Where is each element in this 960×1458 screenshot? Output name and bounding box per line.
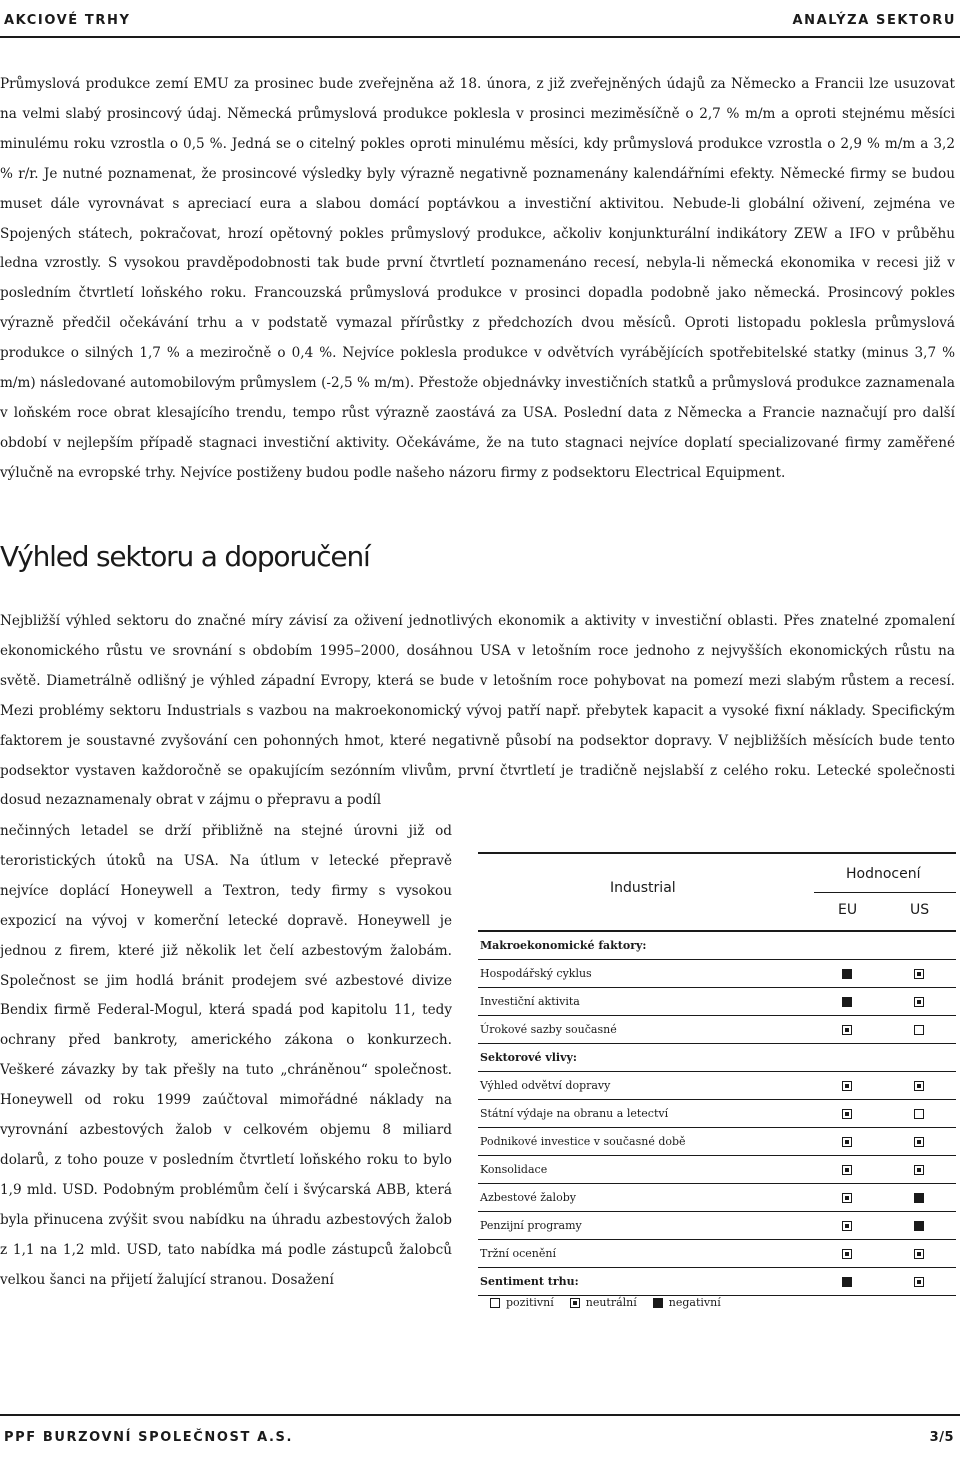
rating-row-label: Hospodářský cyklus [480,967,592,980]
neutral-square-icon [914,997,924,1007]
rating-row [478,960,956,988]
legend-neutral-label: neutrální [585,1296,637,1309]
neutral-square-icon [914,1081,924,1091]
page-header [0,0,960,38]
neutral-square-icon [842,1109,852,1119]
rating-row-label: Investiční aktivita [480,995,580,1008]
rating-us-cell [914,1079,924,1092]
rating-us-cell [914,1107,924,1120]
rating-us-cell [914,1135,924,1148]
company-name: PPF BURZOVNÍ SPOLEČNOST A.S. [4,1430,294,1445]
negative-square-icon [914,1221,924,1231]
rating-row [478,1072,956,1100]
rating-row [478,1016,956,1044]
rating-row-label: Výhled odvětví dopravy [480,1079,611,1092]
rating-us-cell [914,967,924,980]
legend-neutral [570,1296,637,1309]
rating-row [478,932,956,960]
rating-row-label: Makroekonomické faktory: [480,939,647,952]
legend-negative-label: negativní [668,1296,721,1309]
neutral-square-icon [914,969,924,979]
negative-square-icon [653,1298,663,1308]
rating-row-label: Konsolidace [480,1163,548,1176]
legend-negative [653,1296,721,1309]
rating-row [478,1128,956,1156]
neutral-square-icon [914,1249,924,1259]
rating-row-label: Tržní ocenění [480,1247,556,1260]
header-divider [814,892,956,893]
rating-us-cell [914,1247,924,1260]
rating-row [478,1184,956,1212]
negative-square-icon [842,1277,852,1287]
rating-rows [478,932,956,1296]
rating-eu-cell [842,1135,852,1148]
rating-row-label: Státní výdaje na obranu a letectví [480,1107,669,1120]
rating-row-label: Podnikové investice v současné době [480,1135,686,1148]
neutral-square-icon [842,1137,852,1147]
neutral-square-icon [842,1081,852,1091]
section-label: AKCIOVÉ TRHY [4,13,131,28]
neutral-square-icon [842,1165,852,1175]
rating-eu-cell [842,1219,852,1232]
rating-us-cell [914,1219,924,1232]
rating-eu-cell [842,967,852,980]
rating-eu-cell [842,995,852,1008]
neutral-square-icon [914,1165,924,1175]
page-number: 3/5 [929,1430,954,1445]
neutral-square-icon [842,1221,852,1231]
positive-square-icon [914,1109,924,1119]
negative-square-icon [842,969,852,979]
rating-legend [490,1296,731,1309]
rating-row-label: Sektorové vlivy: [480,1051,577,1064]
rating-row [478,988,956,1016]
neutral-square-icon [570,1298,580,1308]
neutral-square-icon [842,1193,852,1203]
negative-square-icon [842,997,852,1007]
rating-row [478,1100,956,1128]
rating-us-cell [914,1275,924,1288]
rating-row-label: Azbestové žaloby [480,1191,576,1204]
section-heading: Výhled sektoru a doporučení [0,540,370,573]
neutral-square-icon [914,1137,924,1147]
rating-us-cell [914,1163,924,1176]
rating-row [478,1240,956,1268]
paragraph-industrial-production: Průmyslová produkce zemí EMU za prosinec bude zveřejněna až 18. února, z již zveřejněných údajů za Německo a Francii lze usuzovat na velmi slabý prosincový údaj. Německá průmyslová produkce poklesla v prosinci meziměsíčně o 2,7 % m/m a oproti stejnému měsíci minulému roku vzrostla o 0,5 %. Jedná se o citelný pokles oproti minulému měsíci, kdy průmyslová produkce vzrostla o 2,9 % m/m a 3,2 % r/r. Je nutné poznamenat, že prosincové výsledky byly výrazně negativně poznamenány kalendářními efekty. Německé firmy se budou muset dále vyrovnávat s apreciací eura a slabou domácí poptávkou a investiční aktivitou. Nebude-li globální oživení, zejména ve Spojených státech, pokračovat, hrozí opětovný pokles průmyslový produkce, ačkoliv konjunkturální indikátory ZEW a IFO v průběhu ledna vzrostly. S vysokou pravděpodobnosti tak bude první čtvrtletí poznamenáno recesí, nebyla-li německá ekonomika v recesi již v posledním čtvrtletí loňského roku. Francouzská průmyslová produkce v prosinci dopadla podobně jako německá. Prosincový pokles výrazně předčil očekávání trhu a v podstatě vymazal přírůstky z předchozích dvou měsíců. Oproti listopadu poklesla průmyslová produkce o silných 1,7 % a meziročně o 0,4 %. Nejvíce poklesla produkce v odvětvích vyrábějících spotřebitelské statky (minus 3,7 % m/m) následované automobilovým průmyslem (-2,5 % m/m). Přestože objednávky investičních statků a průmyslová produkce zaznamenala v loňském roce obrat klesajícího trendu, tempo růst výrazně zaostává za USA. Poslední data z Německa a Francie naznačují pro další období v nejlepším případě stagnaci investiční aktivity. Očekáváme, že na tuto stagnaci nejvíce doplatí specializované firmy zaměřené výlučně na evropské trhy. Nejvíce postiženy budou podle našeho názoru firmy z podsektoru Electrical Equipment. [0,76,955,481]
rating-table [478,852,956,1296]
rating-row-label: Sentiment trhu: [480,1275,579,1288]
rating-row [478,1212,956,1240]
rating-header: Hodnocení [846,866,921,882]
rating-eu-cell [842,1191,852,1204]
rating-eu-cell [842,1247,852,1260]
neutral-square-icon [842,1025,852,1035]
rating-us-cell [914,995,924,1008]
rating-eu-cell [842,1163,852,1176]
rating-eu-cell [842,1023,852,1036]
column-eu: EU [838,902,858,918]
rating-row-label: Úrokové sazby současné [480,1023,617,1036]
paragraph-outlook-continued: nečinných letadel se drží přibližně na stejné úrovni již od teroristických útoků na USA. Na útlum v letecké přepravě nejvíce doplácí Honeywell a Textron, tedy firmy s vysokou expozicí na vývoj v komerční letecké dopravě. Honeywell je jednou z firem, které již několik let čelí azbestovým žalobám. Společnost se jim hodlá bránit prodejem své azbestové divize Bendix firmě Federal-Mogul, která spadá pod kapitolu 11, tedy ochrany před bankroty, amerického zákona o konkurzech. Veškeré závazky by tak přešly na tuto „chráněnou“ společnost. Honeywell od roku 1999 zaúčtoval mimořádné náklady na vyrovnání azbestových žalob v celkovém objemu 8 miliard dolarů, z toho pouze v posledním čtvrtletí loňského roku to bylo 1,9 mld. USD. Podobným problémům čelí i švýcarská ABB, která byla přinucena zvýšit svou nabídku na úhradu azbestových žalob z 1,1 na 1,2 mld. USD, tato nabídka má podle zástupců žalobců velkou šanci na přijetí žalující stranou. Dosažení [0,823,452,1288]
rating-row [478,1268,956,1296]
neutral-square-icon [842,1249,852,1259]
rating-eu-cell [842,1079,852,1092]
positive-square-icon [914,1025,924,1035]
rating-eu-cell [842,1275,852,1288]
column-us: US [910,902,930,918]
legend-positive [490,1296,554,1309]
positive-square-icon [490,1298,500,1308]
negative-square-icon [914,1193,924,1203]
document-type-label: ANALÝZA SEKTORU [792,13,956,28]
rating-row-label: Penzijní programy [480,1219,582,1232]
rating-row [478,1044,956,1072]
neutral-square-icon [914,1277,924,1287]
rating-row [478,1156,956,1184]
paragraph-outlook: Nejbližší výhled sektoru do značné míry závisí za oživení jednotlivých ekonomik a aktivity v investiční oblasti. Přes znatelné zpomalení ekonomického růstu ve srovnání s obdobím 1995–2000, dosáhnou USA v letošním roce jednoho z nejvyšších ekonomických růstu na světě. Diametrálně odlišný je výhled západní Evropy, která se bude v letošním roce pohybovat na pomezí mezi slabým růstem a recesí. Mezi problémy sektoru Industrials s vazbou na makroekonomický vývoj patří např. přebytek kapacit a vysoké fixní náklady. Specifickým faktorem je soustavné zvyšování cen pohonných hmot, které negativně působí na podsektor dopravy. V nejbližších měsících bude tento podsektor vystaven každoročně se opakujícím sezónním vlivům, první čtvrtletí je tradičně nejslabší z celého roku. Letecké společnosti dosud nezaznamenaly obrat v zájmu o přepravu a podíl [0,613,955,809]
rating-table-header [478,854,956,932]
legend-positive-label: pozitivní [506,1296,554,1309]
rating-eu-cell [842,1107,852,1120]
rating-us-cell [914,1191,924,1204]
rating-us-cell [914,1023,924,1036]
sector-name: Industrial [610,880,676,896]
page-footer [0,1414,960,1458]
